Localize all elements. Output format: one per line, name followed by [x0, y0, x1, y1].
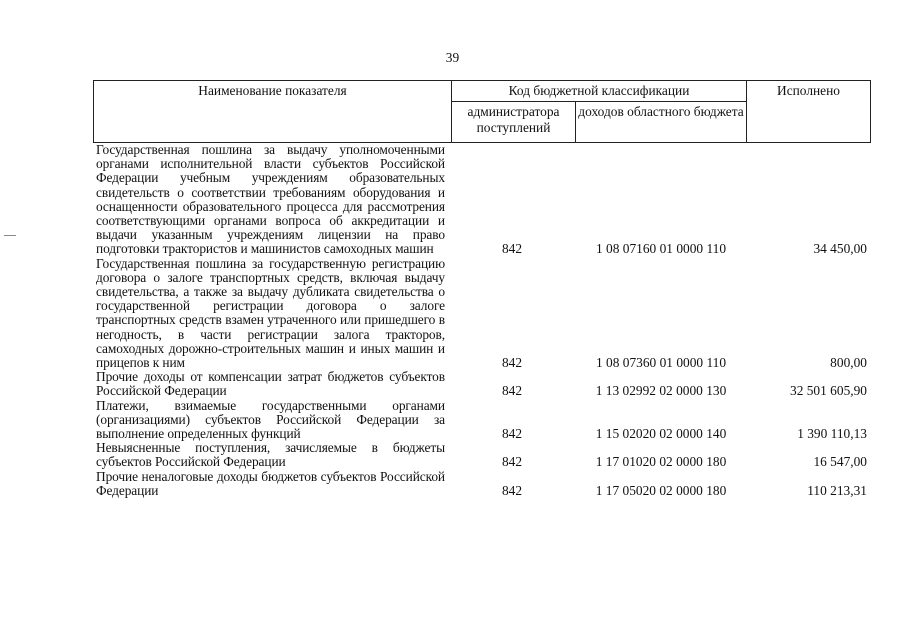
executed-amount: 16 547,00: [813, 454, 867, 470]
administrator-code: 842: [501, 482, 523, 498]
income-code: 1 17 05020 02 0000 180: [595, 482, 727, 498]
page-number: 39: [445, 50, 460, 65]
income-code: 1 08 07360 01 0000 110: [595, 355, 727, 371]
table-row: [0, 399, 905, 442]
indicator-name: Невыясненные поступления, зачисляемые в бюджеты субъектов Российской Федерации: [96, 440, 445, 470]
table-row: [0, 257, 905, 371]
indicator-name: Государственная пошлина за государственную регистрацию договора о залоге транспортных средств, включая выдачу свидетельства, а также за выдачу дубликата свидетельства о государственной регистрации договора о залоге транспортных средств взамен утраченного или пришедшего в негодность, в части регистрации залога тракторов, самоходных дорожно-строительных машин и иных машин и прицепов к ним: [96, 255, 445, 371]
table-row: [0, 143, 905, 257]
income-code: 1 13 02992 02 0000 130: [595, 383, 727, 399]
income-code: 1 17 01020 02 0000 180: [595, 454, 727, 470]
table-row: [0, 441, 905, 469]
administrator-code: 842: [501, 383, 523, 399]
income-code: 1 08 07160 01 0000 110: [595, 241, 727, 257]
indicator-name: Прочие доходы от компенсации затрат бюджетов субъектов Российской Федерации: [96, 369, 445, 399]
income-code: 1 15 02020 02 0000 140: [595, 426, 727, 442]
header-administrator: администратора поступлений: [452, 102, 576, 143]
table-row: [0, 470, 905, 498]
indicator-name: Прочие неналоговые доходы бюджетов субъектов Российской Федерации: [96, 468, 445, 498]
indicator-name: Государственная пошлина за выдачу уполномоченными органами исполнительной власти субъектов Российской Федерации учебным учреждениям образовательных свидетельств о соответствии требованиям оборудования и оснащенности образовательного процесса для рассмотрения соответствующими органами вопроса об аккредитации и выдачи указанным учреждениям лицензии на право подготовки трактористов и машинистов самоходных машин: [96, 142, 445, 257]
executed-amount: 1 390 110,13: [797, 426, 867, 442]
administrator-code: 842: [501, 426, 523, 442]
table-header: [93, 80, 871, 143]
indicator-name: Платежи, взимаемые государственными органами (организациями) субъектов Российской Федерации за выполнение определенных функций: [96, 397, 445, 442]
table-row: [0, 370, 905, 398]
executed-amount: 800,00: [830, 355, 867, 371]
administrator-code: 842: [501, 355, 523, 371]
executed-amount: 32 501 605,90: [790, 383, 867, 399]
header-budget-code: Код бюджетной классификации: [452, 81, 747, 102]
header-regional-income: доходов областного бюджета: [576, 102, 747, 143]
administrator-code: 842: [501, 241, 523, 257]
table-body: [0, 143, 905, 498]
executed-amount: 34 450,00: [813, 241, 867, 257]
administrator-code: 842: [501, 454, 523, 470]
header-executed: Исполнено: [747, 81, 871, 143]
header-indicator-name: Наименование показателя: [94, 81, 452, 143]
executed-amount: 110 213,31: [807, 482, 867, 498]
